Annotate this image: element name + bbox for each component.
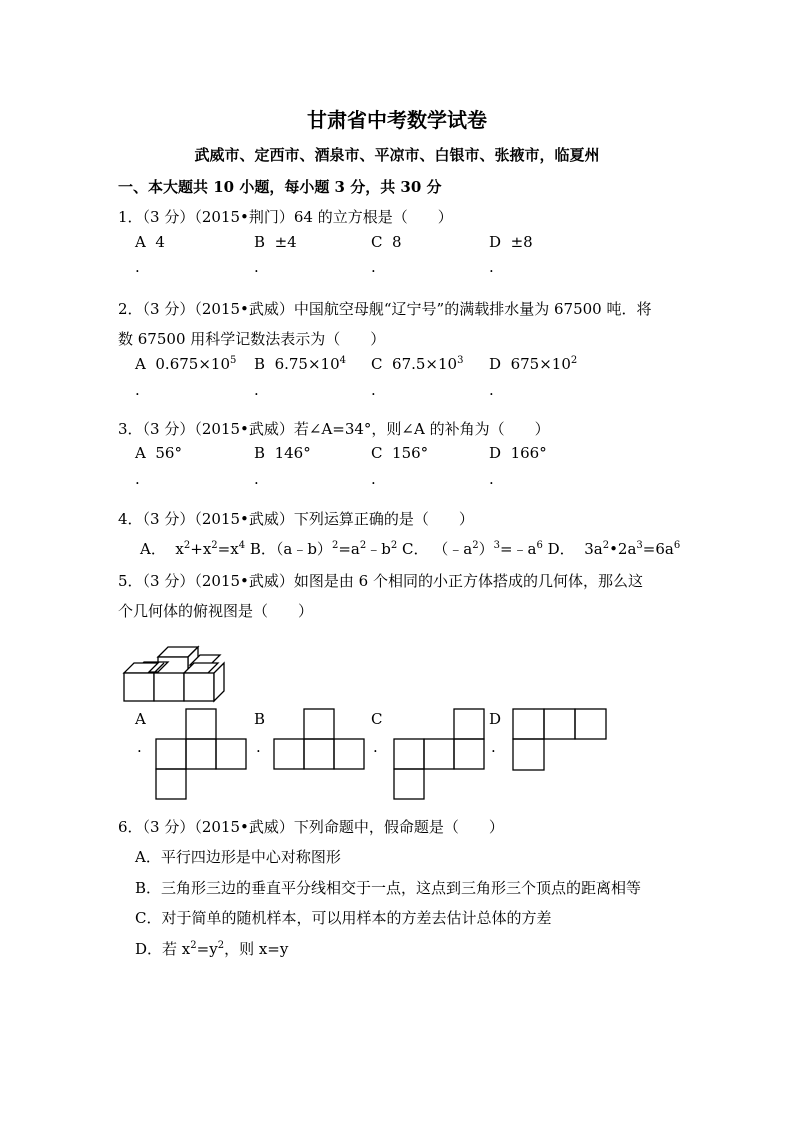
q1-option-a[interactable]: A 4 bbox=[135, 233, 165, 251]
q5-option-d-label[interactable]: D bbox=[489, 710, 502, 728]
q4-options-line bbox=[140, 538, 680, 559]
question-5-stem-line2: 个几何体的俯视图是（ ） bbox=[118, 602, 314, 620]
q2-option-c[interactable]: C $67.5\times 10^3$ bbox=[371, 355, 464, 373]
q2-option-a[interactable]: A $0.675\times 10^5$ bbox=[135, 355, 237, 373]
q1-dot-a: . bbox=[135, 258, 140, 276]
q5-option-b-figure[interactable] bbox=[273, 708, 368, 773]
q6-option-b[interactable]: B．三角形三边的垂直平分线相交于一点，这点到三角形三个顶点的距离相等 bbox=[135, 879, 642, 897]
q5-option-c-label[interactable]: C bbox=[371, 710, 383, 728]
q5-option-c-figure[interactable] bbox=[393, 708, 488, 803]
q2-dot-c: . bbox=[371, 381, 376, 399]
q2-option-b[interactable]: B $6.75\times 10^4$ bbox=[254, 355, 347, 373]
question-6-stem: 6．（3 分）（2015•武威）下列命题中，假命题是（ ） bbox=[118, 818, 504, 836]
q5-dot-b: . bbox=[256, 738, 261, 756]
q2-dot-d: . bbox=[489, 381, 494, 399]
q3-option-d[interactable]: D 166° bbox=[489, 444, 547, 462]
section-heading: 一、本大题共 10 小题，每小题 3 分，共 30 分 bbox=[118, 178, 442, 196]
q3-option-c[interactable]: C 156° bbox=[371, 444, 429, 462]
q4-option-c[interactable]: C． $(﹣a^2)^3=﹣a^6$ bbox=[401, 540, 543, 558]
q5-dot-c: . bbox=[373, 738, 378, 756]
question-3-stem: 3．（3 分）（2015•武威）若∠A=34°，则∠A 的补角为（ ） bbox=[118, 420, 550, 438]
q4-option-d[interactable]: D． $3a^2•2a^3=6a^6$ bbox=[547, 540, 681, 558]
q5-option-d-figure[interactable] bbox=[512, 708, 612, 773]
q3-dot-b: . bbox=[254, 470, 259, 488]
question-2-stem-line2: 数 67500 用科学记数法表示为（ ） bbox=[118, 330, 386, 348]
question-5-stem-line1: 5．（3 分）（2015•武威）如图是由 6 个相同的小正方体搭成的几何体，那么这 bbox=[118, 572, 643, 590]
q1-option-b[interactable]: B ±4 bbox=[254, 233, 297, 251]
q6-option-c[interactable]: C．对于简单的随机样本，可以用样本的方差去估计总体的方差 bbox=[135, 909, 552, 927]
q1-dot-d: . bbox=[489, 258, 494, 276]
question-1-stem: 1．（3 分）（2015•荆门）64 的立方根是（ ） bbox=[118, 208, 453, 226]
page-subtitle: 武威市、定西市、酒泉市、平凉市、白银市、张掖市，临夏州 bbox=[194, 146, 600, 164]
q2-dot-b: . bbox=[254, 381, 259, 399]
q2-option-d[interactable]: D $675\times 10^2$ bbox=[489, 355, 578, 373]
q6-option-a[interactable]: A．平行四边形是中心对称图形 bbox=[135, 848, 341, 866]
q5-dot-d: . bbox=[491, 738, 496, 756]
question-4-stem: 4．（3 分）（2015•武威）下列运算正确的是（ ） bbox=[118, 510, 474, 528]
q3-option-a[interactable]: A 56° bbox=[135, 444, 182, 462]
q1-dot-c: . bbox=[371, 258, 376, 276]
q5-dot-a: . bbox=[137, 738, 142, 756]
q5-option-a-figure[interactable] bbox=[155, 708, 250, 803]
q3-option-b[interactable]: B 146° bbox=[254, 444, 311, 462]
q3-dot-d: . bbox=[489, 470, 494, 488]
q4-option-a[interactable]: A． $x^2+x^2=x^4$ bbox=[140, 540, 246, 558]
q1-option-d[interactable]: D ±8 bbox=[489, 233, 533, 251]
q6-option-d[interactable]: D．若 $x^2=y^2$，则 x=y bbox=[135, 940, 289, 958]
page-title: 甘肃省中考数学试卷 bbox=[307, 108, 487, 132]
q3-dot-a: . bbox=[135, 470, 140, 488]
q5-option-a-label[interactable]: A bbox=[135, 710, 146, 728]
q5-option-b-label[interactable]: B bbox=[254, 710, 266, 728]
q4-option-b[interactable]: B．$(a﹣b)^2=a^2﹣b^2$ bbox=[249, 540, 398, 558]
q1-dot-b: . bbox=[254, 258, 259, 276]
q3-dot-c: . bbox=[371, 470, 376, 488]
cube-stack-figure bbox=[118, 635, 228, 705]
q2-dot-a: . bbox=[135, 381, 140, 399]
q1-option-c[interactable]: C 8 bbox=[371, 233, 402, 251]
question-2-stem-line1: 2．（3 分）（2015•武威）中国航空母舰“辽宁号”的满载排水量为 67500 吨．将 bbox=[118, 300, 652, 318]
